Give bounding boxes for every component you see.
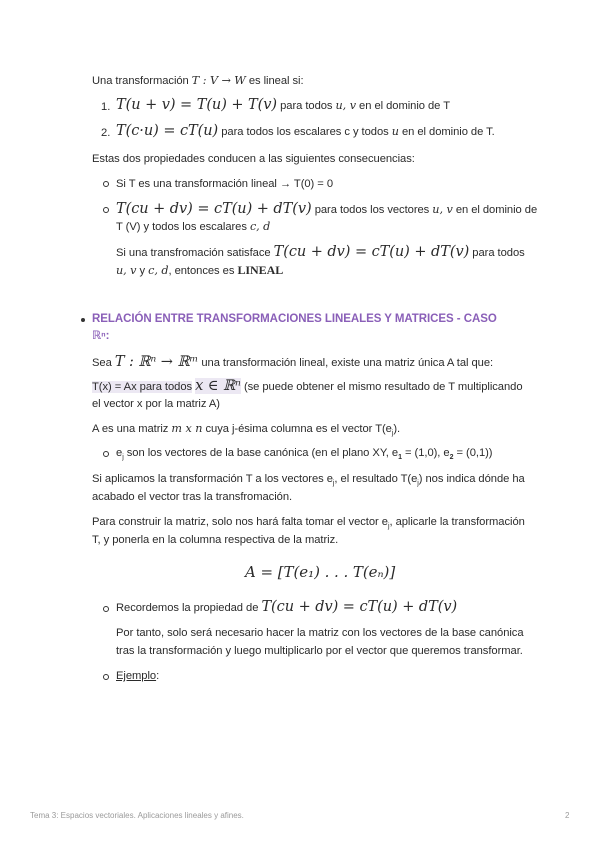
consequence-2 xyxy=(116,201,537,218)
p-tx-suffix: (se puede obtener el mismo resultado de T multiplicando xyxy=(243,381,523,393)
p-tx-line2: el vector x por la matriz A) xyxy=(92,398,220,410)
bullet-circle-icon xyxy=(103,606,109,612)
condition-2-text: para todos los escalares c y todos xyxy=(221,126,389,138)
consequence-2-line2 xyxy=(116,219,270,235)
p-tx xyxy=(92,378,523,395)
p-sea-prefix: Sea xyxy=(92,357,112,369)
p-ej xyxy=(116,445,492,466)
satisfies-vars: u, v xyxy=(116,264,137,277)
p-sea-formula: T : ℝⁿ → ℝᵐ xyxy=(114,354,199,370)
p-apply-line2: acabado el vector tras la transfromación. xyxy=(92,491,293,503)
example-label: Ejemplo xyxy=(116,670,157,682)
p-apply-text2: , el resultado T(e xyxy=(334,473,418,485)
condition-2-formula: T(c·u) = cT(u) xyxy=(116,123,219,139)
p-matrix xyxy=(92,421,400,442)
satisfies-prefix: Si una transfromación satisface xyxy=(116,247,271,259)
consequence-2-vars: u, v xyxy=(432,203,453,216)
condition-2-vars: u xyxy=(391,125,399,138)
p-build-text2: , aplicarle la transformación xyxy=(389,516,525,528)
satisfies-line2 xyxy=(116,262,283,279)
bullet-circle-icon xyxy=(103,674,109,680)
p-apply-sub2: j xyxy=(417,480,419,488)
p-ej-mid: = (1,0), e xyxy=(405,447,450,459)
satisfies-mid: y xyxy=(139,265,146,277)
p-matrix-vars: m x n xyxy=(171,422,203,435)
p-matrix-prefix: A es una matriz xyxy=(92,423,169,435)
p-ej-sub1: 1 xyxy=(398,454,402,462)
satisfies-formula: T(cu + dv) = cT(u) + dT(v) xyxy=(273,244,470,260)
p-apply-sub: j xyxy=(332,480,335,488)
p-ej-sub: j xyxy=(122,454,124,462)
intro-suffix: es lineal si: xyxy=(245,75,304,87)
remember-prefix: Recordemos la propiedad de xyxy=(116,602,259,614)
satisfies-text: , entonces es xyxy=(168,265,235,277)
p-tx-formula: x ∈ ℝⁿ xyxy=(195,378,241,394)
condition-1-text2: en el dominio de T xyxy=(359,100,450,112)
p-sea-suffix: una transformación lineal, existe una matriz única A tal que: xyxy=(201,357,494,369)
p-ej-prefix: e xyxy=(116,447,123,459)
condition-1-number: 1. xyxy=(101,101,111,113)
consequences-intro: Estas dos propiedades conducen a las siguientes consecuencias: xyxy=(92,153,415,165)
bullet-circle-icon xyxy=(103,451,109,457)
p-matrix-suffix: cuya j-ésima columna es el vector T(e xyxy=(205,423,392,435)
bullet-circle-icon xyxy=(103,207,109,213)
consequence-1: Si T es una transformación lineal → T(0) = 0 xyxy=(116,178,333,190)
p-ej-sub2: 2 xyxy=(449,454,454,462)
condition-1-formula: T(u + v) = T(u) + T(v) xyxy=(116,97,278,113)
p-matrix-end: ). xyxy=(393,423,401,435)
remember-line1 xyxy=(116,599,457,616)
p-ej-text: son los vectores de la base canónica (en el plano XY, e xyxy=(126,447,399,459)
consequence-2-line2-vars: c, d xyxy=(249,220,271,233)
example xyxy=(116,668,159,684)
p-build-text1: Para construir la matriz, solo nos hará falta tomar el vector e xyxy=(92,516,388,528)
consequence-2-line2-text: T (V) y todos los escalares xyxy=(116,221,247,233)
section-title-line1: RELACIÓN ENTRE TRANSFORMACIONES LINEALES Y MATRICES - CASO xyxy=(92,313,497,325)
condition-1 xyxy=(116,97,450,114)
p-matrix-sub: j xyxy=(391,430,394,438)
section-title-line2: ℝⁿ: xyxy=(92,330,110,342)
consequence-2-formula: T(cu + dv) = cT(u) + dT(v) xyxy=(116,201,312,217)
satisfies-bold: LINEAL xyxy=(237,263,284,277)
intro-prefix: Una transformación xyxy=(92,75,192,87)
condition-1-vars: u, v xyxy=(335,99,356,112)
remember-line2: Por tanto, solo será necesario hacer la matriz con los vectores de la base canónica xyxy=(116,627,524,639)
footer-left: Tema 3: Espacios vectoriales. Aplicaciones lineales y afines. xyxy=(30,811,244,820)
intro-formula: T : V → W xyxy=(191,74,246,87)
satisfies-line1 xyxy=(116,244,525,261)
remember-formula: T(cu + dv) = cT(u) + dT(v) xyxy=(261,599,458,615)
p-apply-text1: Si aplicamos la transformación T a los vectores e xyxy=(92,473,333,485)
p-sea xyxy=(92,354,493,371)
satisfies-suffix: para todos xyxy=(472,247,525,259)
condition-1-text: para todos xyxy=(280,100,333,112)
satisfies-vars2: c, d xyxy=(148,264,169,277)
remember-line3: tras la transformación y luego multiplicarlo por el vector que queremos transformar. xyxy=(116,645,523,657)
bullet-circle-icon xyxy=(103,181,109,187)
p-tx-highlight: T(x) = Ax para todos xyxy=(92,381,193,393)
p-build-line2: T, y ponerla en la columna respectiva de la matriz. xyxy=(92,534,339,546)
condition-2-number: 2. xyxy=(101,127,111,139)
p-build-sub: j xyxy=(387,523,390,531)
page-number: 2 xyxy=(565,811,570,820)
condition-2 xyxy=(116,123,495,140)
consequence-2-text2: en el dominio de xyxy=(455,204,538,216)
display-formula: A = [T(e₁) . . . T(eₙ)] xyxy=(245,563,396,581)
example-colon: : xyxy=(156,670,160,682)
p-ej-end: = (0,1)) xyxy=(456,447,493,459)
p-apply-text3: ) nos indica dónde ha xyxy=(418,473,525,485)
intro-paragraph xyxy=(92,73,304,89)
condition-2-text2: en el dominio de T. xyxy=(401,126,495,138)
bullet-dot-icon xyxy=(81,318,85,322)
consequence-2-text: para todos los vectores xyxy=(314,204,430,216)
